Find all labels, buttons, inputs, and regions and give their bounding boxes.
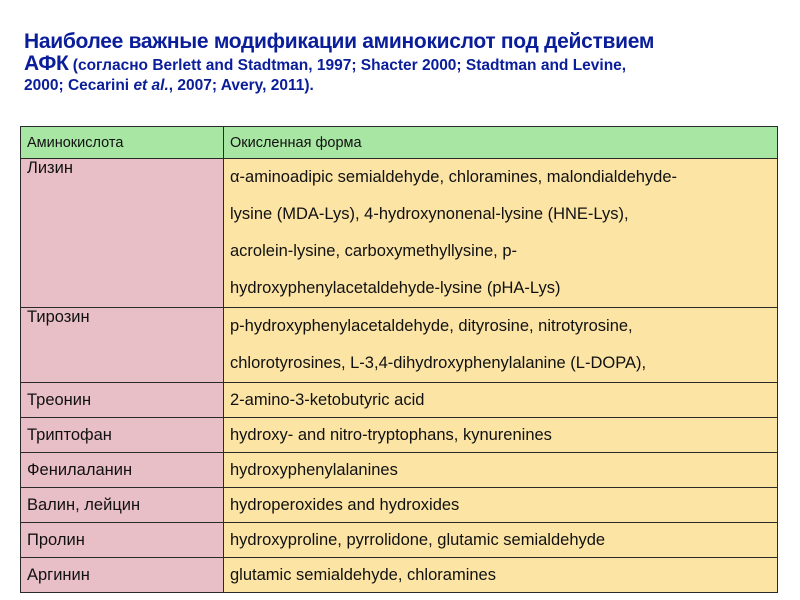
oxidized-form-line: chlorotyrosines, L-3,4-dihydroxyphenylalanine (L-DOPA), [230,354,647,372]
amino-acid-cell: Валин, лейцин [21,488,224,523]
oxidized-form-cell [224,383,778,418]
oxidized-form-cell [224,453,778,488]
title-line-2 [24,53,784,77]
oxidized-form-line: acrolein-lysine, carboxymethyllysine, p- [230,242,518,260]
header-amino-acid: Аминокислота [21,127,224,159]
oxidized-form-cell [224,159,778,308]
oxidized-form-line: hydroxy- and nitro-tryptophans, kynurenines [230,426,552,444]
amino-acid-cell: Тирозин [21,308,224,383]
table-row [21,558,778,593]
title-afk: АФК [24,52,69,75]
amino-acid-cell: Аргинин [21,558,224,593]
oxidized-form-cell [224,558,778,593]
table-row [21,308,778,383]
amino-acid-cell: Лизин [21,159,224,308]
oxidized-form-line: hydroxyphenylacetaldehyde-lysine (pHA-Lys) [230,279,561,297]
oxidized-form-line: glutamic semialdehyde, chloramines [230,566,496,584]
table-header-row [21,127,778,159]
amino-acid-cell: Фенилаланин [21,453,224,488]
oxidized-form-line: hydroxyproline, pyrrolidone, glutamic semialdehyde [230,531,606,549]
oxidized-form-line: hydroperoxides and hydroxides [230,496,460,514]
oxidized-form-cell [224,308,778,383]
oxidized-form-line: α-aminoadipic semialdehyde, chloramines, malondialdehyde- [230,168,678,186]
table-row [21,159,778,308]
oxidized-form-line: p-hydroxyphenylacetaldehyde, dityrosine, nitrotyrosine, [230,317,633,335]
table-row [21,383,778,418]
oxidized-form-line: hydroxyphenylalanines [230,461,398,479]
header-oxidized-form: Окисленная форма [224,127,778,159]
oxidized-form-line: 2-amino-3-ketobutyric acid [230,391,425,409]
oxidized-form-cell [224,418,778,453]
title-citations-2b: , 2007; Avery, 2011). [168,77,314,94]
table-row [21,488,778,523]
slide-title [24,30,784,95]
title-line-1: Наиболее важные модификации аминокислот под действием [24,30,655,53]
modifications-table [20,126,778,593]
oxidized-form-cell [224,523,778,558]
amino-acid-cell: Триптофан [21,418,224,453]
title-citations-1: (согласно Berlett and Stadtman, 1997; Shacter 2000; Stadtman and Levine, [68,57,627,74]
title-et-al: et al. [133,77,169,94]
amino-acid-cell: Треонин [21,383,224,418]
table-row [21,418,778,453]
title-citations-2a: 2000; Cecarini [24,77,134,94]
title-line-3 [24,77,784,95]
table-row [21,453,778,488]
table-row [21,523,778,558]
oxidized-form-cell [224,488,778,523]
oxidized-form-line: lysine (MDA-Lys), 4-hydroxynonenal-lysine (HNE-Lys), [230,205,629,223]
amino-acid-cell: Пролин [21,523,224,558]
